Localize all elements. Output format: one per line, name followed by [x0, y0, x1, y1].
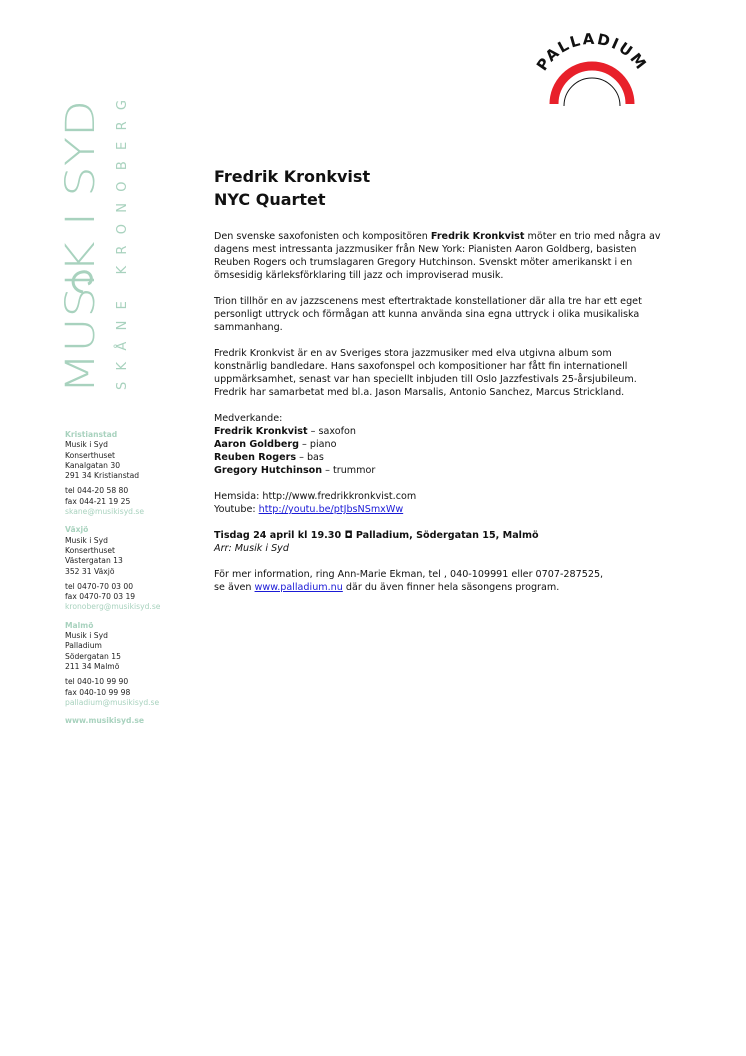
title-line: Fredrik Kronkvist — [214, 167, 371, 186]
palladium-link[interactable]: www.palladium.nu — [254, 582, 343, 593]
address-line: Södergatan 15 — [65, 651, 121, 661]
address-line: 291 34 Kristianstad — [65, 471, 140, 481]
press-release — [214, 165, 664, 607]
youtube-link[interactable]: http://youtu.be/ptJbsNSmxWw — [258, 504, 404, 515]
address-line: Västergatan 13 — [65, 556, 123, 566]
palladium-logo — [524, 28, 658, 108]
text-run: Den svenske saxofonisten och kompositören — [214, 231, 431, 242]
address-line: Kanalgatan 30 — [65, 460, 121, 470]
address-line: Palladium — [65, 641, 102, 651]
musician-row — [214, 451, 664, 464]
musik-i-syd-logo — [58, 94, 130, 394]
trio-paragraph: Trion tillhör en av jazzscenens mest eftertraktade konstellationer där alla tre har ett eget personligt uttryck och förmågan att kunna använda sina egna uttryck i olika musikaliska sammanhang. — [214, 296, 642, 333]
musician-row — [214, 425, 664, 438]
address-line: Musik i Syd — [65, 535, 108, 545]
musik-i-syd-logo-text: MUSIK I SYD — [58, 148, 104, 394]
bio-paragraph: Fredrik Kronkvist är en av Sveriges stora jazzmusiker med elva utgivna album som konstnärlig bandledare. Hans saxofonspel och kompositioner har fått fin internationell uppmärksamhet, senast var han speciellt inbjuden till Oslo Jazzfestivals 25-årsjubileum. Fredrik har samarbetat med bl.a. Jason Marsalis, Antonio Sanchez, Marcus Strickland. — [214, 348, 637, 398]
musician-role: – trummor — [322, 465, 376, 476]
text-run: där du även finner hela säsongens program. — [342, 582, 560, 593]
musician-row — [214, 464, 664, 477]
fax: fax 040-10 99 98 — [65, 687, 131, 697]
event-block — [214, 529, 664, 555]
phone: tel 040-10 99 90 — [65, 677, 129, 687]
fax: fax 044-21 19 25 — [65, 496, 131, 506]
musicians-label: Medverkande: — [214, 413, 283, 424]
musician-role: – piano — [299, 439, 337, 450]
address-line: Konserthuset — [65, 450, 116, 460]
musician-row — [214, 438, 664, 451]
email-link[interactable]: kronoberg@musikisyd.se — [65, 602, 161, 612]
contact-sidebar — [65, 430, 195, 726]
palladium-logo-text: PALLADIUM — [532, 29, 651, 75]
musician-role: – saxofon — [307, 426, 356, 437]
text-run: se även — [214, 582, 255, 593]
page-title — [214, 165, 664, 211]
city-name: Malmö — [65, 620, 94, 630]
phone: tel 044-20 58 80 — [65, 486, 129, 496]
youtube-line — [214, 503, 664, 516]
city-name: Kristianstad — [65, 430, 118, 439]
address-line: 352 31 Växjö — [65, 566, 115, 576]
address-line: Konserthuset — [65, 545, 116, 555]
artist-name: Fredrik Kronkvist — [430, 231, 525, 242]
email-link[interactable]: palladium@musikisyd.se — [65, 697, 160, 707]
address-line: 211 34 Malmö — [65, 661, 120, 671]
organizer: Arr: Musik i Syd — [214, 543, 289, 554]
contact-malmo — [65, 621, 195, 708]
musicians-list — [214, 412, 664, 477]
musician-role: – bas — [296, 452, 324, 463]
city-name: Växjö — [65, 525, 89, 535]
event-details: Tisdag 24 april kl 19.30 ◘ Palladium, Södergatan 15, Malmö — [214, 530, 539, 541]
info-line: För mer information, ring Ann-Marie Ekman, tel , 040-109991 eller 0707-287525, — [214, 569, 604, 580]
address-line: Musik i Syd — [65, 440, 108, 450]
fax: fax 0470-70 03 19 — [65, 592, 136, 602]
youtube-label: Youtube: — [214, 504, 259, 515]
homepage-text: Hemsida: http://www.fredrikkronkvist.com — [214, 491, 417, 502]
contact-kristianstad — [65, 430, 195, 517]
musician-name: Gregory Hutchinson — [214, 465, 323, 476]
skane-kronoberg-logo-text: SKÅNE KRONOBERG — [115, 100, 130, 390]
website-link[interactable]: www.musikisyd.se — [65, 716, 144, 726]
musician-name: Fredrik Kronkvist — [214, 426, 308, 437]
info-block — [214, 568, 664, 594]
links-block — [214, 490, 664, 516]
contact-vaxjo — [65, 525, 195, 612]
address-line: Musik i Syd — [65, 631, 108, 641]
phone: tel 0470-70 03 00 — [65, 581, 134, 591]
musician-name: Reuben Rogers — [214, 452, 297, 463]
text-run: möter en trio med några av dagens mest intressanta jazzmusiker från New York: Pianisten Aaron Goldberg, basisten Reuben Rogers och trumslagaren Gregory Hutchinson. Svenskt möter amerikanskt i en ömsesidig kärleksförklaring till jazz och improviserad musik. — [214, 231, 661, 281]
intro-paragraph — [214, 230, 664, 282]
email-link[interactable]: skane@musikisyd.se — [65, 507, 145, 517]
title-line: NYC Quartet — [214, 190, 326, 209]
musician-name: Aaron Goldberg — [214, 439, 299, 450]
info-line — [214, 581, 664, 594]
